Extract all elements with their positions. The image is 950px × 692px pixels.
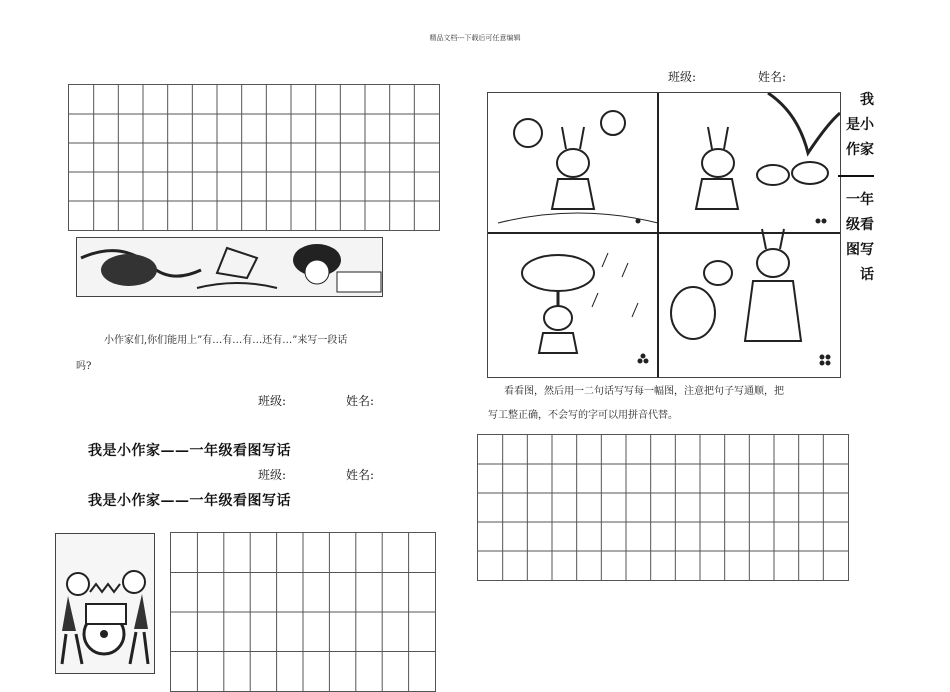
illustration-kids-cart — [55, 533, 155, 674]
vertical-title-line: 话 — [860, 267, 874, 283]
writing-grid-bottom-left — [170, 532, 436, 692]
vertical-title-line: 我 — [860, 92, 874, 108]
class-label: 班级: — [258, 468, 287, 482]
class-label: 班级: — [258, 394, 287, 408]
writing-grid-right — [477, 434, 849, 581]
illustration-kids-writing — [76, 237, 383, 297]
prompt-text-right-line2: 写工整正确，不会写的字可以用拼音代替。 — [488, 410, 678, 421]
vertical-title-line: 级看 — [846, 217, 874, 233]
class-label: 班级: — [668, 70, 697, 84]
prompt-text-line2: 吗? — [76, 361, 92, 372]
vertical-title-line: 一年 — [846, 192, 874, 208]
name-label: 姓名: — [758, 70, 787, 84]
vertical-title-line: 是小 — [846, 117, 874, 133]
prompt-text-right-line1: 看看图，然后用一二句话写写每一幅图，注意把句子写通顺，把 — [504, 386, 784, 397]
name-label: 姓名: — [346, 394, 375, 408]
worksheet-title: 我是小作家——一年级看图写话 — [88, 443, 291, 459]
vertical-title-line: 作家 — [846, 142, 874, 158]
vertical-title-line: 图写 — [846, 242, 874, 258]
name-label: 姓名: — [346, 468, 375, 482]
worksheet-title: 我是小作家——一年级看图写话 — [88, 493, 291, 509]
vertical-worksheet-title — [838, 88, 874, 288]
writing-grid-top-left — [68, 84, 440, 231]
illustration-four-panel-comic — [487, 92, 841, 378]
prompt-text-line1: 小作家们,你们能用上”有…有…有…还有…”来写一段话 — [104, 335, 348, 346]
title-dash — [838, 175, 874, 177]
page-header-note: 精品文档---下载后可任意编辑 — [429, 34, 521, 42]
